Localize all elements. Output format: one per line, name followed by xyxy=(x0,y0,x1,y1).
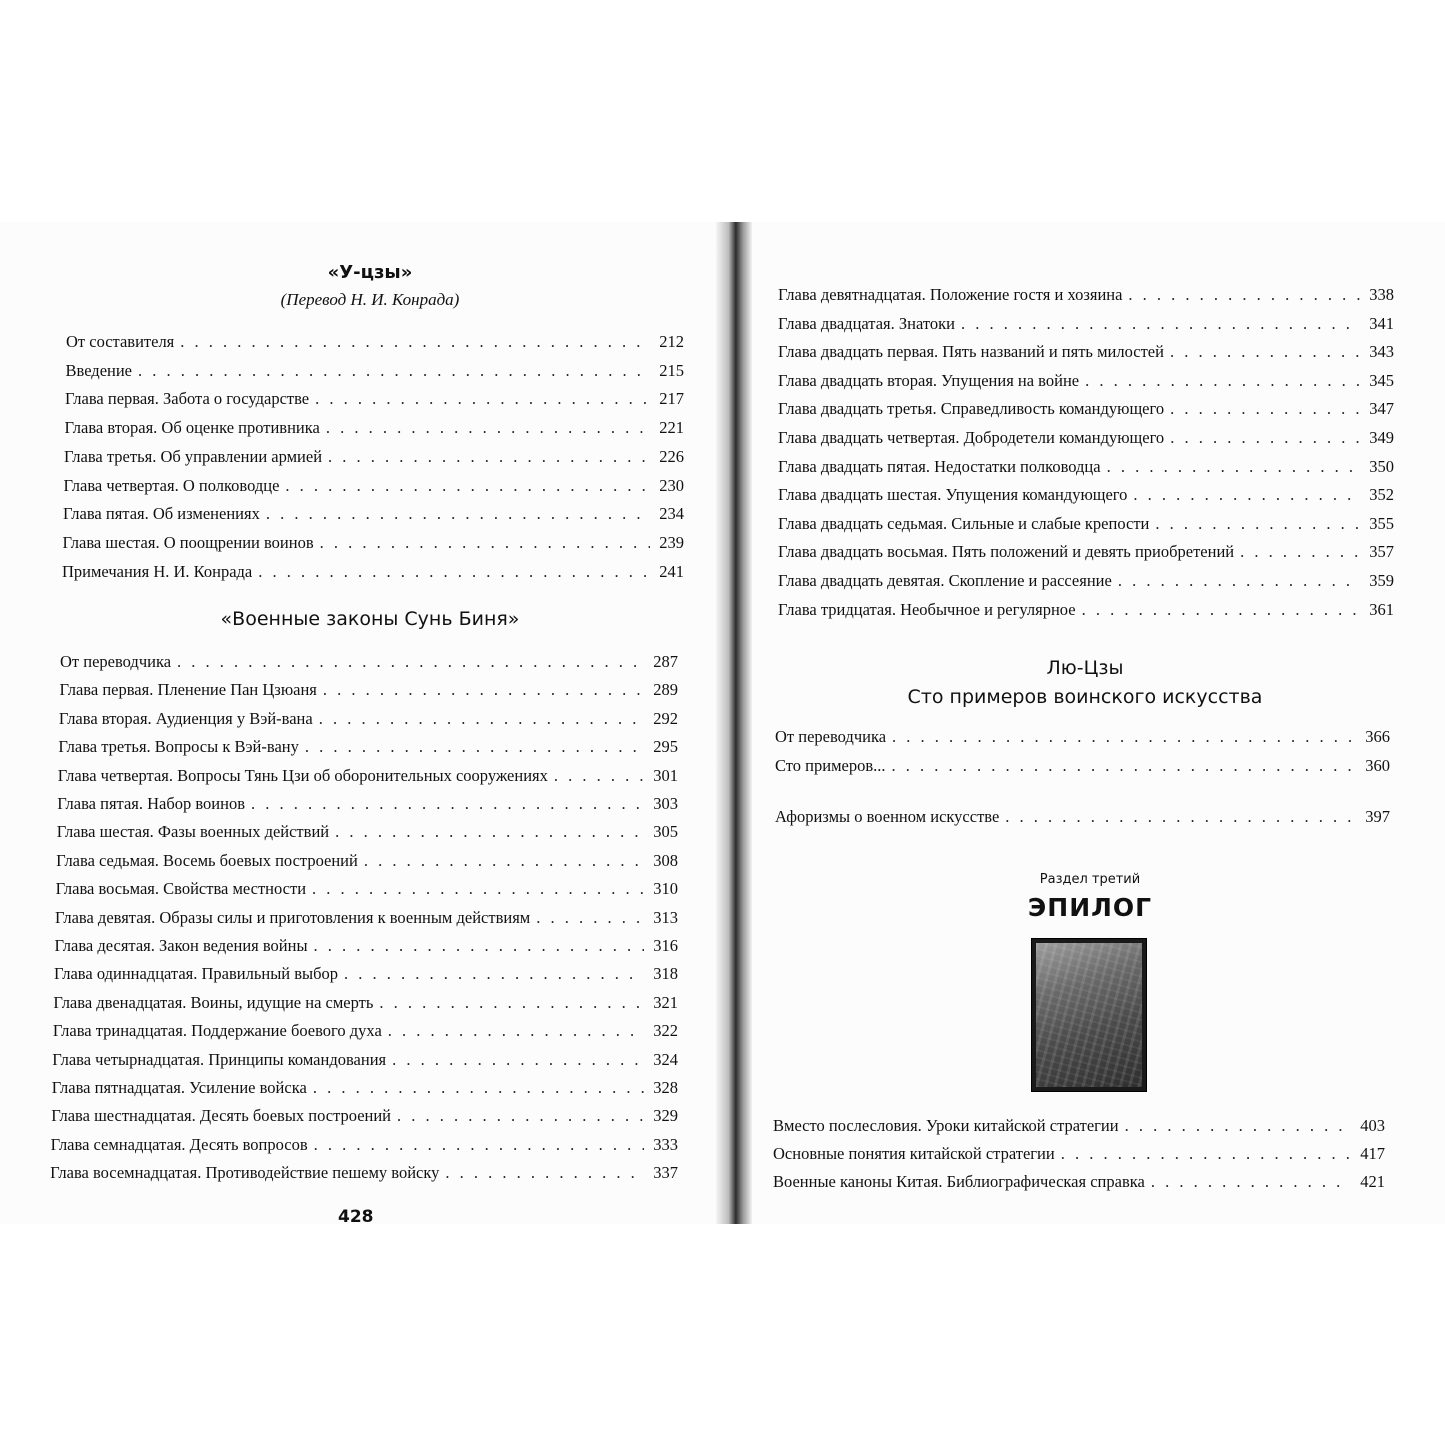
toc-entry-label: Глава вторая. Аудиенция у Вэй-вана xyxy=(58,708,313,728)
toc-entry[interactable] xyxy=(778,285,1394,313)
toc-entry-label: Глава двадцать шестая. Упущения командующего xyxy=(778,485,1128,505)
leader-dots xyxy=(320,533,650,553)
leader-dots xyxy=(177,652,644,672)
toc-entry-label: Глава семнадцатая. Десять вопросов xyxy=(50,1134,308,1154)
toc-entry-page: 316 xyxy=(653,936,678,955)
toc-entry[interactable] xyxy=(775,756,1390,784)
leader-dots xyxy=(313,1078,644,1098)
toc-entry[interactable] xyxy=(775,727,1390,755)
leader-dots xyxy=(1085,371,1360,391)
toc-entry[interactable] xyxy=(51,1106,678,1134)
toc-entry-label: Введение xyxy=(65,360,133,380)
toc-entry-page: 215 xyxy=(659,360,684,380)
toc-entry-label: Глава восемнадцатая. Противодействие пешему войску xyxy=(50,1163,440,1183)
leader-dots xyxy=(314,936,644,956)
leader-dots xyxy=(315,389,650,409)
toc-entry[interactable] xyxy=(778,371,1394,399)
liu-subtitle: Сто примеров воинского искусства xyxy=(907,686,1263,708)
uzi-title: «У-цзы» xyxy=(327,262,413,283)
toc-entry[interactable] xyxy=(66,361,685,389)
leader-dots xyxy=(1170,399,1360,419)
uzi-subtitle: (Перевод Н. И. Конрада) xyxy=(280,290,460,309)
toc-entry-label: Глава тридцатая. Необычное и регулярное xyxy=(778,599,1076,619)
sun-bin-title: «Военные законы Сунь Биня» xyxy=(220,608,520,630)
toc-entry-aphorisms[interactable] xyxy=(775,807,1390,835)
leader-dots xyxy=(1155,514,1360,534)
book-gutter xyxy=(716,222,752,1224)
toc-entry[interactable] xyxy=(773,1144,1385,1172)
toc-entry-page: 241 xyxy=(659,561,684,581)
toc-entry-label: Глава двадцатая. Знатоки xyxy=(778,313,955,333)
leader-dots xyxy=(314,1135,644,1155)
leader-dots xyxy=(138,361,650,381)
toc-entry-label: Глава первая. Пленение Пан Цзюаня xyxy=(59,680,317,700)
leader-dots xyxy=(1107,457,1360,477)
toc-entry-label: Глава двадцать третья. Справедливость командующего xyxy=(778,399,1165,419)
toc-entry-label: Глава двадцать восьмая. Пять положений и девять приобретений xyxy=(778,542,1235,562)
toc-entry-page: 359 xyxy=(1369,571,1394,590)
toc-entry-label: От переводчика xyxy=(60,652,172,671)
toc-entry[interactable] xyxy=(773,1172,1385,1200)
leader-dots xyxy=(379,993,644,1013)
toc-entry-label: От переводчика xyxy=(775,727,887,746)
leader-dots xyxy=(1240,542,1360,562)
toc-entry-label: Глава одиннадцатая. Правильный выбор xyxy=(53,964,339,984)
leader-dots xyxy=(326,418,650,438)
toc-entry[interactable] xyxy=(55,936,679,964)
leader-dots xyxy=(536,908,644,928)
toc-entry-page: 303 xyxy=(653,794,678,813)
leader-dots xyxy=(1133,485,1360,505)
toc-entry-page: 287 xyxy=(653,652,678,671)
page-number: 428 xyxy=(338,1207,374,1227)
leader-dots xyxy=(892,727,1356,747)
toc-entry-label: Глава пятая. Об изменениях xyxy=(63,504,260,524)
toc-entry-page: 305 xyxy=(653,822,678,842)
toc-entry-page: 289 xyxy=(653,680,678,700)
toc-entry-label: Сто примеров... xyxy=(775,755,886,775)
toc-entry-label: Основные понятия китайской стратегии xyxy=(773,1144,1055,1164)
toc-entry-label: Глава шестая. О поощрении воинов xyxy=(62,532,314,552)
toc-entry-page: 349 xyxy=(1369,428,1394,447)
toc-entry-label: Глава тринадцатая. Поддержание боевого духа xyxy=(52,1021,382,1041)
toc-entry-label: Глава четвертая. Вопросы Тянь Цзи об оборонительных сооружениях xyxy=(57,765,548,785)
toc-entry-page: 324 xyxy=(653,1049,678,1069)
toc-entry-label: Глава восьмая. Свойства местности xyxy=(55,879,307,899)
toc-entry[interactable] xyxy=(778,514,1394,542)
leader-dots xyxy=(1005,807,1356,827)
toc-entry[interactable] xyxy=(778,600,1394,628)
leader-dots xyxy=(1118,571,1360,591)
toc-entry-label: Глава двенадцатая. Воины, идущие на смерть xyxy=(53,992,374,1012)
toc-entry-label: Глава третья. Вопросы к Вэй-вану xyxy=(58,737,299,757)
toc-entry[interactable] xyxy=(778,342,1394,370)
toc-entry[interactable] xyxy=(64,447,684,475)
toc-entry-label: Глава двадцать вторая. Упущения на войне xyxy=(778,370,1080,390)
toc-entry[interactable] xyxy=(778,571,1394,599)
leader-dots xyxy=(180,332,650,352)
toc-entry-page: 226 xyxy=(659,446,684,466)
toc-entry-page: 234 xyxy=(659,504,684,524)
toc-entry-page: 217 xyxy=(659,389,684,409)
toc-entry-label: Глава двадцать четвертая. Добродетели командующего xyxy=(778,428,1165,447)
toc-entry-page: 403 xyxy=(1360,1116,1385,1135)
toc-entry-label: Глава седьмая. Восемь боевых построений xyxy=(56,850,358,870)
toc-entry[interactable] xyxy=(50,1163,678,1191)
leader-dots xyxy=(344,964,644,984)
toc-entry[interactable] xyxy=(778,457,1394,485)
toc-entry-page: 221 xyxy=(659,418,684,438)
section-label: Раздел третий xyxy=(1039,872,1141,887)
toc-entry-label: Глава шестнадцатая. Десять боевых построений xyxy=(51,1106,392,1126)
toc-entry[interactable] xyxy=(59,680,678,708)
toc-entry[interactable] xyxy=(52,1050,678,1078)
toc-entry-page: 212 xyxy=(659,332,684,351)
toc-entry-page: 417 xyxy=(1360,1144,1385,1164)
leader-dots xyxy=(961,314,1360,334)
toc-entry-label: Глава девятнадцатая. Положение гостя и хозяина xyxy=(778,285,1123,304)
toc-entry-page: 355 xyxy=(1369,513,1394,533)
liu-title: Лю-Цзы xyxy=(1046,657,1124,679)
toc-entry-label: Глава двадцать девятая. Скопление и рассеяние xyxy=(778,571,1112,590)
toc-entry-page: 338 xyxy=(1369,285,1394,304)
toc-entry-page: 313 xyxy=(653,907,678,927)
toc-entry[interactable] xyxy=(60,652,678,680)
toc-entry[interactable] xyxy=(778,485,1394,513)
toc-entry[interactable] xyxy=(62,562,684,590)
toc-entry[interactable] xyxy=(778,542,1394,570)
toc-entry[interactable] xyxy=(53,993,678,1021)
leader-dots xyxy=(335,822,644,842)
leader-dots xyxy=(388,1021,644,1041)
toc-entry-page: 318 xyxy=(653,964,678,984)
toc-entry[interactable] xyxy=(64,476,685,504)
leader-dots xyxy=(392,1050,644,1070)
toc-entry-page: 328 xyxy=(653,1078,678,1097)
toc-entry[interactable] xyxy=(55,908,678,936)
leader-dots xyxy=(312,879,644,899)
leader-dots xyxy=(323,680,644,700)
toc-entry-page: 357 xyxy=(1369,542,1394,562)
leader-dots xyxy=(285,476,650,496)
toc-entry[interactable] xyxy=(58,766,678,794)
toc-entry[interactable] xyxy=(65,418,685,446)
toc-entry-label: Глава четвертая. О полководце xyxy=(63,475,280,495)
toc-entry[interactable] xyxy=(51,1135,678,1163)
toc-entry[interactable] xyxy=(59,709,678,737)
leader-dots xyxy=(364,851,644,871)
toc-entry-page: 333 xyxy=(653,1134,678,1154)
toc-entry-label: Глава девятая. Образы силы и приготовления к военным действиям xyxy=(55,907,531,927)
toc-entry[interactable] xyxy=(778,314,1394,342)
toc-entry-label: Глава вторая. Об оценке противника xyxy=(64,418,320,438)
section-title: ЭПИЛОГ xyxy=(1027,893,1153,922)
toc-entry[interactable] xyxy=(53,1021,678,1049)
leader-dots xyxy=(1082,600,1360,620)
toc-entry-page: 239 xyxy=(659,532,684,552)
leader-dots xyxy=(397,1106,644,1126)
leader-dots xyxy=(1151,1172,1351,1192)
leader-dots xyxy=(305,737,644,757)
toc-entry-label: Примечания Н. И. Конрада xyxy=(62,561,253,581)
toc-entry[interactable] xyxy=(65,389,684,417)
leader-dots xyxy=(445,1163,644,1183)
toc-entry[interactable] xyxy=(54,964,678,992)
toc-entry-page: 360 xyxy=(1365,755,1390,775)
toc-entry-label: Военные каноны Китая. Библиографическая справка xyxy=(773,1172,1145,1192)
toc-entry[interactable] xyxy=(57,794,678,822)
toc-entry-page: 230 xyxy=(659,475,684,495)
toc-entry-label: От составителя xyxy=(66,332,175,351)
toc-entry-label: Вместо послесловия. Уроки китайской стратегии xyxy=(773,1116,1119,1135)
toc-entry-label: Афоризмы о военном искусстве xyxy=(775,807,1000,826)
toc-entry-page: 350 xyxy=(1369,456,1394,476)
leader-dots xyxy=(554,766,644,786)
toc-entry-label: Глава двадцать седьмая. Сильные и слабые крепости xyxy=(778,513,1150,533)
toc-entry-label: Глава шестая. Фазы военных действий xyxy=(56,822,330,842)
toc-entry-label: Глава пятая. Набор воинов xyxy=(57,794,246,813)
toc-entry-label: Глава пятнадцатая. Усиление войска xyxy=(51,1078,307,1097)
leader-dots xyxy=(892,756,1357,776)
toc-entry-page: 322 xyxy=(653,1021,678,1041)
toc-entry-page: 292 xyxy=(653,708,678,728)
toc-entry-page: 421 xyxy=(1360,1172,1385,1192)
leader-dots xyxy=(266,504,650,524)
leader-dots xyxy=(251,794,644,814)
toc-entry-page: 301 xyxy=(653,765,678,785)
toc-entry-page: 329 xyxy=(653,1106,678,1126)
toc-entry-page: 366 xyxy=(1365,727,1390,746)
toc-entry-page: 295 xyxy=(653,737,678,757)
toc-entry[interactable] xyxy=(778,399,1394,427)
toc-entry[interactable] xyxy=(57,822,678,850)
toc-entry-page: 352 xyxy=(1369,485,1394,505)
leader-dots xyxy=(319,709,644,729)
toc-entry[interactable] xyxy=(778,428,1394,456)
toc-entry[interactable] xyxy=(66,332,684,360)
toc-entry-page: 321 xyxy=(653,992,678,1012)
toc-entry-page: 337 xyxy=(653,1163,678,1183)
toc-entry-page: 308 xyxy=(653,850,678,870)
toc-entry-page: 345 xyxy=(1369,370,1394,390)
leader-dots xyxy=(1170,428,1360,448)
toc-entry-page: 343 xyxy=(1369,342,1394,362)
toc-entry-label: Глава десятая. Закон ведения войны xyxy=(54,936,308,955)
toc-entry-page: 361 xyxy=(1369,599,1394,619)
toc-entry[interactable] xyxy=(56,879,678,907)
terracotta-army-photo xyxy=(1031,938,1147,1092)
toc-entry[interactable] xyxy=(52,1078,678,1106)
toc-entry-label: Глава двадцать первая. Пять названий и пять милостей xyxy=(778,342,1164,362)
toc-entry-label: Глава первая. Забота о государстве xyxy=(65,389,310,409)
toc-entry-page: 397 xyxy=(1365,807,1390,826)
toc-entry-page: 347 xyxy=(1369,399,1394,419)
toc-entry-label: Глава двадцать пятая. Недостатки полководца xyxy=(778,456,1101,476)
leader-dots xyxy=(1128,285,1360,305)
toc-entry-label: Глава четырнадцатая. Принципы командования xyxy=(52,1049,387,1069)
toc-entry[interactable] xyxy=(58,737,678,765)
toc-entry[interactable] xyxy=(56,851,678,879)
toc-entry-page: 341 xyxy=(1369,313,1394,333)
leader-dots xyxy=(1125,1116,1351,1136)
leader-dots xyxy=(258,562,650,582)
leader-dots xyxy=(328,447,650,467)
toc-entry-page: 310 xyxy=(653,879,678,899)
toc-entry[interactable] xyxy=(63,504,684,532)
toc-entry[interactable] xyxy=(773,1116,1385,1144)
leader-dots xyxy=(1061,1144,1351,1164)
toc-entry[interactable] xyxy=(63,533,685,561)
leader-dots xyxy=(1170,342,1360,362)
toc-entry-label: Глава третья. Об управлении армией xyxy=(64,446,323,466)
